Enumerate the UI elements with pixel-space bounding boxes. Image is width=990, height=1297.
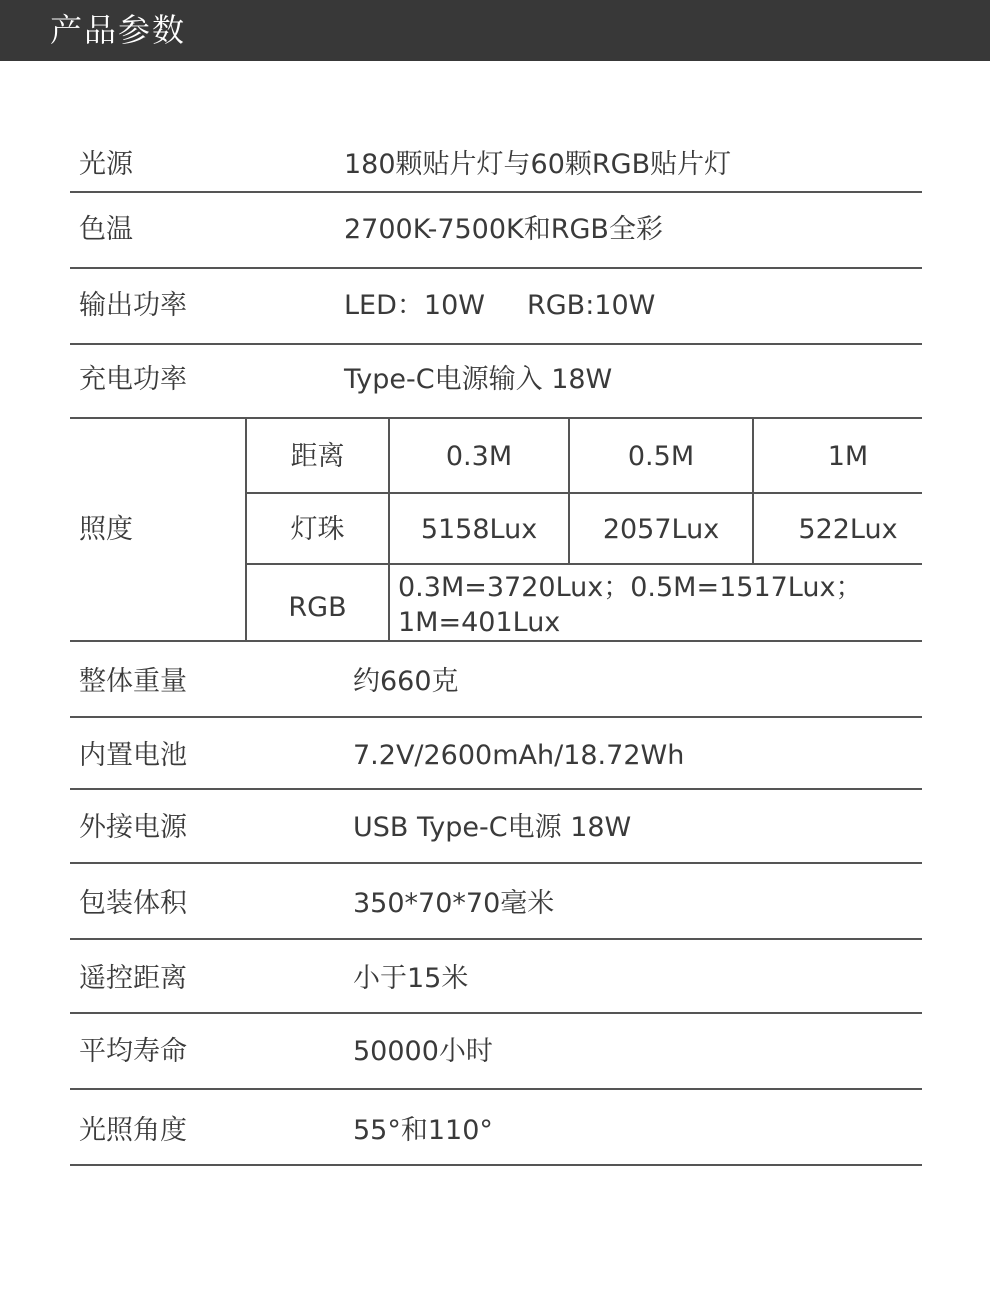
rgb-header: RGB: [288, 592, 347, 623]
spec-row-weight: [70, 642, 922, 718]
grid-line: [245, 492, 922, 494]
spec-row-light-source: [70, 130, 922, 193]
distance-header: 距离: [290, 441, 345, 472]
spec-label: 色温: [79, 214, 133, 245]
spec-label: 光源: [79, 149, 133, 180]
spec-value: 55°和110°: [353, 1115, 493, 1146]
rgb-value-line2: 1M=401Lux: [398, 607, 561, 638]
grid-line: [245, 563, 922, 565]
distance-value: 0.5M: [627, 441, 695, 472]
spec-label: 整体重量: [79, 666, 187, 697]
spec-value: 350*70*70毫米: [353, 888, 555, 919]
bead-value: 522Lux: [798, 514, 898, 545]
illuminance-block: [70, 419, 922, 640]
spec-value: LED：10W: [344, 290, 485, 321]
spec-label: 光照角度: [79, 1115, 187, 1146]
bead-value: 5158Lux: [420, 514, 538, 545]
spec-label: 内置电池: [79, 740, 187, 771]
distance-value: 0.3M: [445, 441, 513, 472]
spec-value: 50000小时: [353, 1036, 493, 1067]
spec-row-lifespan: [70, 1014, 922, 1090]
spec-value: 小于15米: [353, 963, 469, 994]
spec-row-remote-range: [70, 940, 922, 1014]
spec-row-battery: [70, 718, 922, 790]
spec-value: 约660克: [353, 666, 459, 697]
distance-value: 1M: [827, 441, 869, 472]
grid-line: [70, 417, 922, 419]
spec-label: 外接电源: [79, 812, 187, 843]
spec-row-beam-angle: [70, 1090, 922, 1166]
spec-label: 包装体积: [79, 888, 187, 919]
page-title: 产品参数: [50, 11, 187, 49]
spec-value: 180颗贴片灯与60颗RGB贴片灯: [344, 149, 732, 180]
spec-label: 平均寿命: [79, 1036, 187, 1067]
spec-value: 7.2V/2600mAh/18.72Wh: [353, 740, 685, 771]
spec-label: 遥控距离: [79, 963, 187, 994]
grid-line: [70, 191, 922, 193]
spec-row-charge-power: [70, 345, 922, 419]
spec-row-power-supply: [70, 790, 922, 864]
spec-row-package-size: [70, 864, 922, 940]
spec-value-secondary: RGB:10W: [527, 290, 656, 321]
bead-value: 2057Lux: [602, 514, 720, 545]
page-header: [0, 0, 990, 61]
spec-label: 充电功率: [79, 364, 187, 395]
rgb-value-line1: 0.3M=3720Lux；0.5M=1517Lux；: [398, 572, 863, 603]
spec-row-output-power: [70, 269, 922, 345]
spec-label: 输出功率: [79, 290, 187, 321]
bead-header: 灯珠: [290, 514, 345, 545]
spec-value: 2700K-7500K和RGB全彩: [344, 214, 663, 245]
illuminance-label: 照度: [79, 514, 133, 545]
spec-value: Type-C电源输入 18W: [344, 364, 613, 395]
spec-value: USB Type-C电源 18W: [353, 812, 632, 843]
spec-row-color-temp: [70, 193, 922, 269]
